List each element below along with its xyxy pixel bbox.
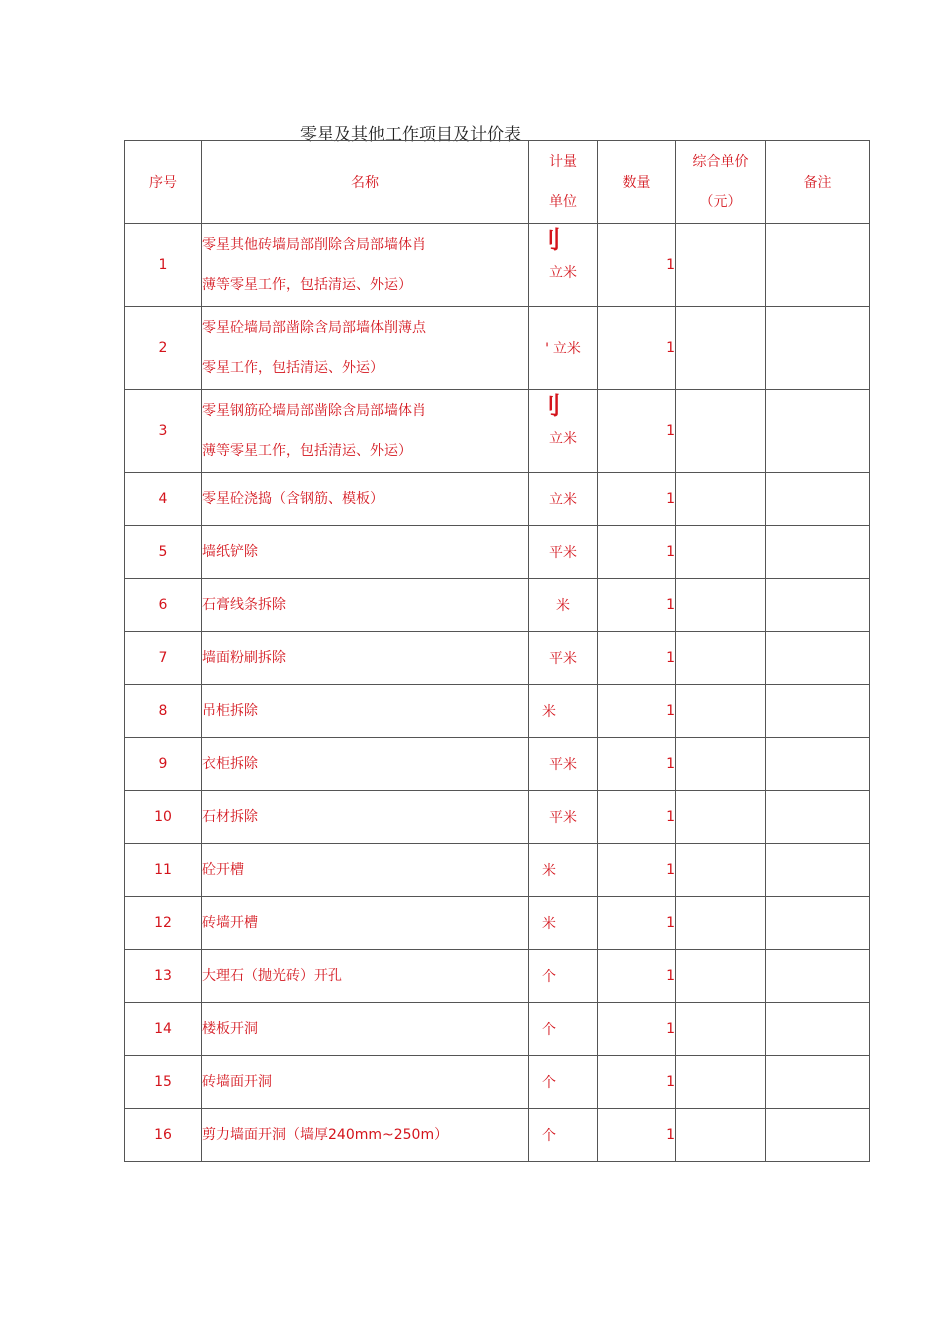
- row-price: [676, 897, 766, 950]
- row-qty: 1: [598, 390, 676, 473]
- row-price: [676, 791, 766, 844]
- row-qty: 1: [598, 1109, 676, 1162]
- row-seq: 13: [125, 950, 202, 1003]
- table-row: [125, 1003, 870, 1056]
- header-unit: [529, 141, 598, 224]
- row-name: 楼板开洞: [202, 1003, 529, 1056]
- row-qty: 1: [598, 579, 676, 632]
- row-remark: [766, 791, 870, 844]
- header-unit-line1: 计量: [549, 154, 577, 170]
- header-price: [676, 141, 766, 224]
- row-remark: [766, 224, 870, 307]
- row-price: [676, 224, 766, 307]
- row-remark: [766, 526, 870, 579]
- unit-mark: 刂: [537, 226, 561, 254]
- header-name: 名称: [202, 141, 529, 224]
- table-row: [125, 307, 870, 390]
- header-price-line2: （元）: [699, 194, 742, 210]
- row-name: 墙面粉刷拆除: [202, 632, 529, 685]
- row-seq: 9: [125, 738, 202, 791]
- row-seq: 14: [125, 1003, 202, 1056]
- unit-mark: ': [545, 341, 549, 357]
- table-row: [125, 950, 870, 1003]
- row-remark: [766, 473, 870, 526]
- row-unit: 个: [529, 1003, 598, 1056]
- row-qty: 1: [598, 1003, 676, 1056]
- row-price: [676, 738, 766, 791]
- row-qty: 1: [598, 526, 676, 579]
- row-unit: 个: [529, 950, 598, 1003]
- row-qty: 1: [598, 897, 676, 950]
- row-unit: 米: [529, 897, 598, 950]
- row-qty: 1: [598, 307, 676, 390]
- row-unit: 米: [529, 844, 598, 897]
- row-name: [202, 307, 529, 390]
- table-header-row: [125, 141, 870, 224]
- row-seq: 11: [125, 844, 202, 897]
- row-name: 剪力墙面开洞（墙厚240mm~250m）: [202, 1109, 529, 1162]
- row-name: 砼开槽: [202, 844, 529, 897]
- row-price: [676, 632, 766, 685]
- row-name-line2: 薄等零星工作，包括清运、外运）: [202, 443, 412, 459]
- row-remark: [766, 632, 870, 685]
- row-price: [676, 579, 766, 632]
- row-price: [676, 1056, 766, 1109]
- row-name: 石膏线条拆除: [202, 579, 529, 632]
- row-seq: 15: [125, 1056, 202, 1109]
- header-unit-line2: 单位: [549, 194, 577, 210]
- table-row: [125, 1056, 870, 1109]
- row-qty: 1: [598, 950, 676, 1003]
- row-price: [676, 685, 766, 738]
- row-price: [676, 473, 766, 526]
- table-row: [125, 844, 870, 897]
- row-remark: [766, 579, 870, 632]
- unit-mark: 刂: [537, 392, 561, 420]
- table-row: [125, 632, 870, 685]
- row-name: 吊柜拆除: [202, 685, 529, 738]
- row-remark: [766, 738, 870, 791]
- row-remark: [766, 390, 870, 473]
- row-price: [676, 307, 766, 390]
- row-name-line1: 零星钢筋砼墙局部凿除含局部墙体肖: [202, 403, 426, 419]
- row-name: 墙纸铲除: [202, 526, 529, 579]
- row-name: 砖墙面开洞: [202, 1056, 529, 1109]
- row-price: [676, 950, 766, 1003]
- row-unit: 平米: [529, 738, 598, 791]
- row-seq: 2: [125, 307, 202, 390]
- table-row: [125, 473, 870, 526]
- row-unit: 立米: [529, 473, 598, 526]
- table-row: [125, 526, 870, 579]
- row-seq: 3: [125, 390, 202, 473]
- row-remark: [766, 1003, 870, 1056]
- row-price: [676, 390, 766, 473]
- row-price: [676, 1003, 766, 1056]
- table-row: [125, 791, 870, 844]
- header-price-line1: 综合单价: [692, 154, 749, 170]
- row-seq: 1: [125, 224, 202, 307]
- row-unit: 平米: [529, 526, 598, 579]
- row-name-line2: 零星工作，包括清运、外运）: [202, 360, 384, 376]
- row-unit-text: 立米: [549, 265, 577, 281]
- row-name: [202, 390, 529, 473]
- row-qty: 1: [598, 791, 676, 844]
- row-seq: 7: [125, 632, 202, 685]
- row-name-line2: 薄等零星工作，包括清运、外运）: [202, 277, 412, 293]
- row-seq: 8: [125, 685, 202, 738]
- row-remark: [766, 307, 870, 390]
- row-name: [202, 224, 529, 307]
- table-row: [125, 224, 870, 307]
- row-qty: 1: [598, 224, 676, 307]
- row-unit-text: 立米: [552, 341, 581, 357]
- row-unit: 米: [529, 579, 598, 632]
- row-seq: 5: [125, 526, 202, 579]
- row-unit: 米: [529, 685, 598, 738]
- table-row: [125, 897, 870, 950]
- page-title: 零星及其他工作项目及计价表: [300, 125, 521, 145]
- row-qty: 1: [598, 685, 676, 738]
- row-price: [676, 844, 766, 897]
- row-unit-text: 立米: [549, 431, 577, 447]
- row-qty: 1: [598, 632, 676, 685]
- row-name-line1: 零星其他砖墙局部削除含局部墙体肖: [202, 237, 426, 253]
- row-remark: [766, 950, 870, 1003]
- row-unit: [529, 224, 598, 307]
- row-unit: [529, 390, 598, 473]
- row-seq: 16: [125, 1109, 202, 1162]
- row-name-line1: 零星砼墙局部凿除含局部墙体削薄点: [202, 320, 426, 336]
- row-remark: [766, 685, 870, 738]
- row-remark: [766, 1056, 870, 1109]
- row-name: 大理石（抛光砖）开孔: [202, 950, 529, 1003]
- row-price: [676, 1109, 766, 1162]
- row-name: 零星砼浇捣（含钢筋、模板）: [202, 473, 529, 526]
- row-qty: 1: [598, 844, 676, 897]
- row-unit: 个: [529, 1056, 598, 1109]
- row-unit: 平米: [529, 791, 598, 844]
- row-remark: [766, 1109, 870, 1162]
- row-unit: [529, 307, 598, 390]
- row-price: [676, 526, 766, 579]
- table-row: [125, 738, 870, 791]
- row-unit: 个: [529, 1109, 598, 1162]
- row-qty: 1: [598, 738, 676, 791]
- header-remark: 备注: [766, 141, 870, 224]
- table-row: [125, 390, 870, 473]
- row-seq: 10: [125, 791, 202, 844]
- table-row: [125, 1109, 870, 1162]
- row-name: 衣柜拆除: [202, 738, 529, 791]
- row-unit: 平米: [529, 632, 598, 685]
- pricing-table: [124, 140, 870, 1162]
- table-row: [125, 685, 870, 738]
- row-seq: 6: [125, 579, 202, 632]
- row-seq: 4: [125, 473, 202, 526]
- row-seq: 12: [125, 897, 202, 950]
- row-name: 石材拆除: [202, 791, 529, 844]
- row-remark: [766, 897, 870, 950]
- row-qty: 1: [598, 1056, 676, 1109]
- table-row: [125, 579, 870, 632]
- row-name: 砖墙开槽: [202, 897, 529, 950]
- header-seq: 序号: [125, 141, 202, 224]
- row-remark: [766, 844, 870, 897]
- header-qty: 数量: [598, 141, 676, 224]
- row-qty: 1: [598, 473, 676, 526]
